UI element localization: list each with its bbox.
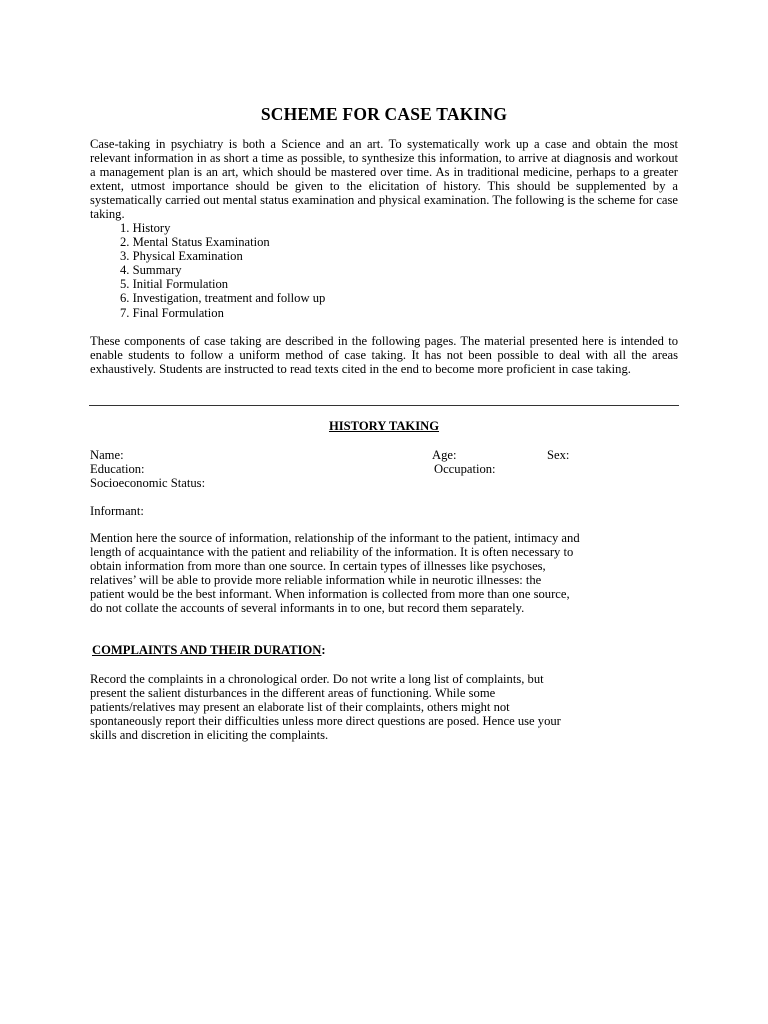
- complaints-heading-colon: :: [321, 643, 326, 657]
- complaints-line: skills and discretion in eliciting the complaints.: [90, 728, 329, 742]
- scheme-item-physical-exam: 3. Physical Examination: [120, 249, 243, 264]
- informant-line: patient would be the best informant. When information is collected from more than one source,: [90, 587, 570, 601]
- field-sex-label: Sex:: [547, 448, 570, 462]
- complaints-line: present the salient disturbances in the different areas of functioning. While some: [90, 686, 496, 700]
- field-education-label: Education:: [90, 462, 145, 476]
- informant-line: length of acquaintance with the patient and reliability of the information. It is often necessary to: [90, 545, 574, 559]
- scheme-item-mental-status: 2. Mental Status Examination: [120, 235, 270, 250]
- scheme-item-history: 1. History: [120, 221, 171, 235]
- scheme-item-initial-formulation: 5. Initial Formulation: [120, 277, 229, 292]
- field-name-label: Name:: [90, 448, 124, 462]
- complaints-heading: [92, 643, 326, 658]
- scheme-item-summary: 4. Summary: [120, 263, 182, 278]
- page-title: SCHEME FOR CASE TAKING: [260, 104, 508, 124]
- complaints-line: Record the complaints in a chronological order. Do not write a long list of complaints, but: [90, 672, 544, 686]
- complaints-line: spontaneously report their difficulties unless more direct questions are posed. Hence use your: [90, 714, 561, 728]
- scheme-item-investigation: 6. Investigation, treatment and follow up: [120, 291, 326, 306]
- scheme-item-final-formulation: 7. Final Formulation: [120, 305, 224, 320]
- scheme-list: [120, 221, 325, 320]
- section-divider: [89, 405, 679, 406]
- complaints-heading-text: COMPLAINTS AND THEIR DURATION: [92, 643, 322, 657]
- history-taking-heading: HISTORY TAKING: [328, 419, 440, 433]
- components-paragraph: These components of case taking are described in the following pages. The material presented here is intended to enable students to follow a uniform method of case taking. It has not been possible to deal with all the areas exhaustively. Students are instructed to read texts cited in the end to become more proficient in case taking.: [90, 334, 678, 377]
- informant-line: obtain information from more than one source. In certain types of illnesses like psychoses,: [90, 559, 546, 573]
- complaints-line: patients/relatives may present an elaborate list of their complaints, others might not: [90, 700, 510, 714]
- informant-line: relatives’ will be able to provide more reliable information while in neurotic illnesses: the: [90, 573, 542, 587]
- intro-paragraph: Case-taking in psychiatry is both a Science and an art. To systematically work up a case and obtain the most relevant information in as short a time as possible, to synthesize this information, to arrive at diagnosis and workout a management plan is an art, which should be mastered over time. As in traditional medicine, perhaps to a greater extent, utmost importance should be given to the elicitation of history. This should be supplemented by a systematically carried out mental status examination and physical examination. The following is the scheme for case taking.: [90, 137, 678, 222]
- informant-line: Mention here the source of information, relationship of the informant to the patient, intimacy and: [90, 531, 580, 545]
- field-age-label: Age:: [432, 448, 457, 462]
- informant-line: do not collate the accounts of several informants in to one, but record them separately.: [90, 601, 525, 615]
- field-informant-label: Informant:: [90, 504, 144, 518]
- field-occupation-label: Occupation:: [434, 462, 496, 476]
- field-socioeconomic-label: Socioeconomic Status:: [90, 476, 206, 490]
